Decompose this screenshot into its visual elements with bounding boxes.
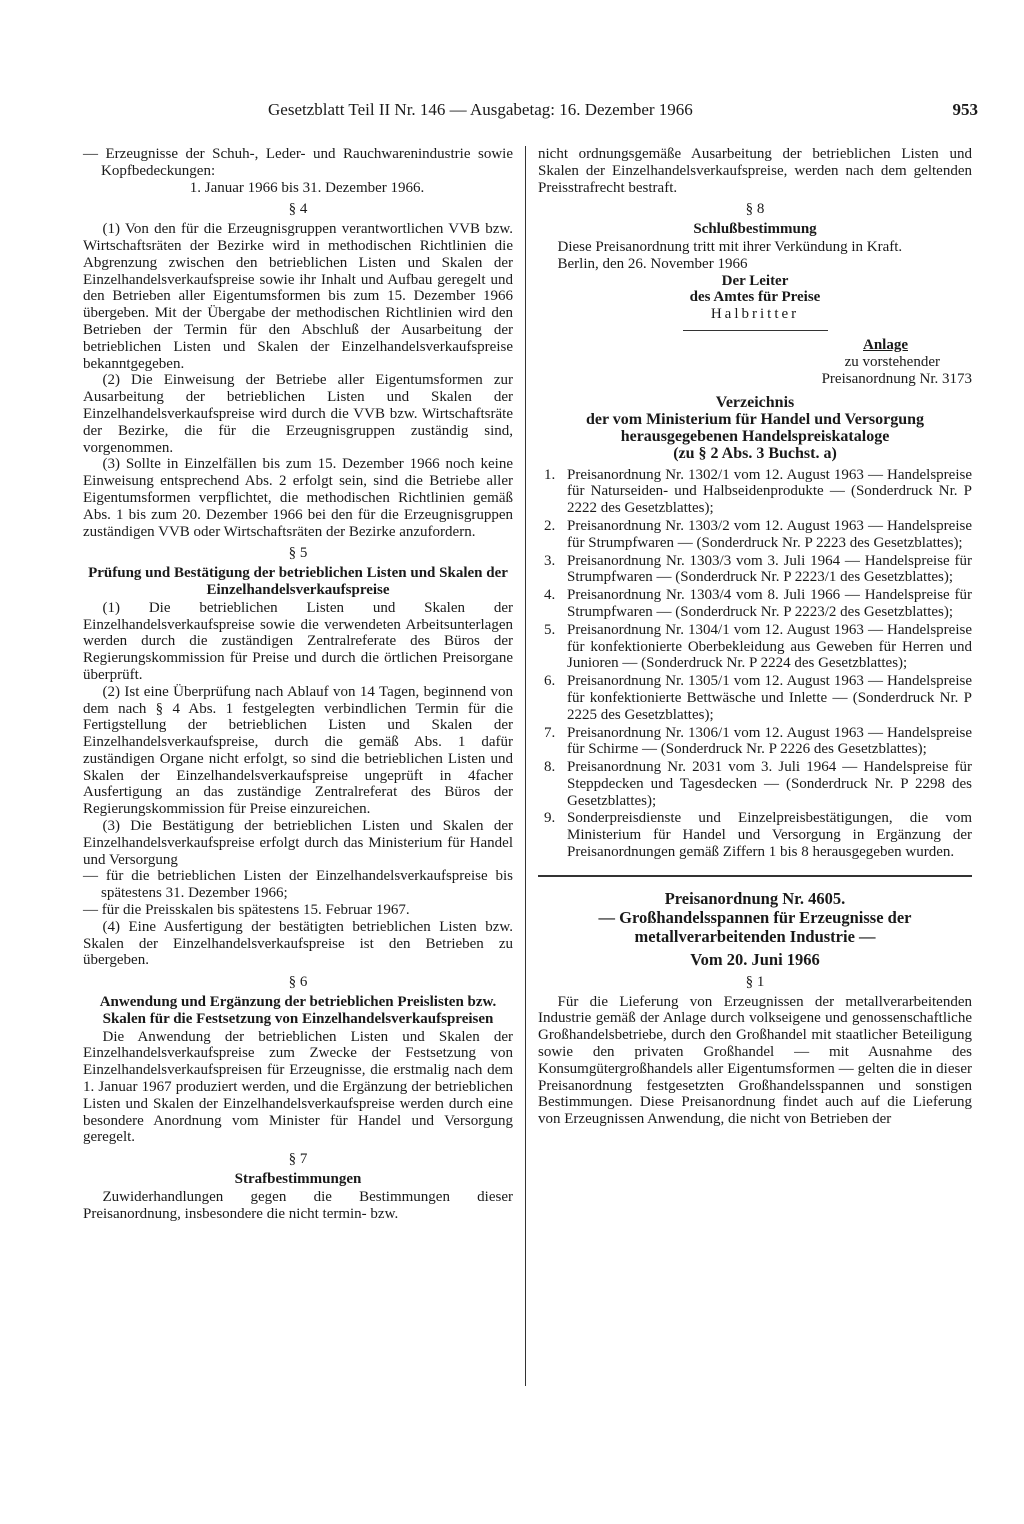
list-title-2: der vom Ministerium für Handel und Versorgung herausgegebenen Handelspreiskataloge	[585, 411, 925, 445]
section-5-dash-2: — für die Preisskalen bis spätestens 15. Februar 1967.	[83, 902, 410, 919]
list-item-text: Preisanordnung Nr. 1303/2 vom 12. August 1963 — Handelspreise für Strumpfwaren — (Sonderdruck Nr. P 2223 des Gesetzblattes);	[567, 517, 972, 551]
list-item-number: 4.	[544, 587, 556, 604]
section-4-paragraph-3: (3) Sollte in Einzelfällen bis zum 15. Dezember 1966 noch keine Einweisung entsprechend Abs. 2 erfolgt sein, sind die Betriebe aller Eigentumsformen verpflichtet, die methodischen Richtlinien gemäß Abs. 1 bis zum 20. Dezember 1966 bei den für die Erzeugnisgruppen zuständigen VVB oder Wirtschaftsräten der Bezirke anzufordern.	[83, 456, 513, 540]
list-item-number: 7.	[544, 724, 556, 741]
section-divider-rule	[538, 875, 972, 877]
section-7-sign: § 7	[288, 1151, 308, 1168]
section-5-paragraph-2: (2) Ist eine Überprüfung nach Ablauf von 14 Tagen, beginnend von dem nach § 4 Abs. 1 festgelegten verbindlichen Termin für die Fertigstellung der betrieblichen Listen und Skalen der Einzelhandelsverkaufspreise, durch die gemäß Abs. 1 dafür zuständigen Organe nicht erfolgt, so sind die betrieblichen Listen und Skalen der Einzelhandelsverkaufspreise ungeprüft in 4facher Ausfertigung an das zuständige Zentralreferat des Büros der Regierungskommission für Preise einzureichen.	[83, 683, 513, 818]
section-8-paragraph-1: Diese Preisanordnung tritt mit ihrer Verkündung in Kraft.	[557, 238, 903, 255]
list-item-number: 6.	[544, 673, 556, 690]
catalog-list-item	[538, 759, 972, 809]
list-item-text: Preisanordnung Nr. 1302/1 vom 12. August 1963 — Handelspreise für Naturseiden- und Halbseidenprodukte — (Sonderdruck Nr. P 2222 des Gesetzblattes);	[567, 466, 972, 517]
list-title-3: (zu § 2 Abs. 3 Buchst. a)	[673, 444, 837, 462]
list-item-text: Sonderpreisdienste und Einzelpreisbestätigungen, die vom Ministerium für Handel und Versorgung in Ergänzung der Preisanordnungen gemäß Ziffern 1 bis 8 herausgegeben wurden.	[567, 810, 972, 861]
signature-rule	[683, 330, 828, 331]
signature-title-1: Der Leiter	[721, 272, 789, 289]
section-5-dash-1: — für die betrieblichen Listen der Einzelhandelsverkaufspreise bis spätestens 31. Dezember 1966;	[83, 868, 513, 902]
ordinance-section-1-sign: § 1	[745, 973, 765, 990]
catalog-list-item	[538, 467, 972, 517]
list-title-1: Verzeichnis	[715, 394, 795, 412]
catalog-list-item	[538, 553, 972, 587]
section-5-heading: Prüfung und Bestätigung der betrieblichen Listen und Skalen der Einzelhandelsverkaufspreise	[88, 565, 508, 598]
list-item-text: Preisanordnung Nr. 1303/4 vom 8. Juli 1966 — Handelspreise für Strumpfwaren — (Sonderdruck Nr. P 2223/2 des Gesetzblattes);	[567, 587, 972, 620]
section-8-heading: Schlußbestimmung	[693, 221, 817, 238]
annex-reference-2: Preisanordnung Nr. 3173	[821, 370, 972, 387]
section-5-sign: § 5	[288, 545, 308, 562]
page-number: 953	[952, 100, 978, 119]
annex-reference-1: zu vorstehender	[844, 353, 940, 370]
catalog-list	[538, 467, 972, 861]
section-7-continuation: nicht ordnungsgemäße Ausarbeitung der betrieblichen Listen und Skalen der Einzelhandelsverkaufspreise, werden nach dem geltenden Preisstrafrecht bestraft.	[538, 146, 972, 196]
section-6-paragraph-1: Die Anwendung der betrieblichen Listen und Skalen der Einzelhandelsverkaufspreise zum Zwecke der Festsetzung von Einzelhandelsverkaufspreisen für Erzeugnisse, die erstmalig nach dem 1. Januar 1967 produziert werden, und die Ergänzung der betrieblichen Listen und Skalen der Einzelhandelsverkaufspreise werden durch eine besondere Anordnung vom Minister für Handel und Versorgung geregelt.	[83, 1028, 513, 1146]
ordinance-subtitle: — Großhandelsspannen für Erzeugnisse der metallverarbeitenden Industrie —	[598, 907, 912, 946]
dash-item	[83, 146, 513, 196]
catalog-list-item	[538, 673, 972, 723]
dash-item-text: — Erzeugnisse der Schuh-, Leder- und Rauchwarenindustrie sowie Kopfbedeckungen:	[83, 146, 513, 179]
list-item-number: 5.	[544, 621, 556, 638]
signature-name: Halbritter	[710, 306, 800, 323]
catalog-list-item	[538, 810, 972, 860]
list-item-number: 8.	[544, 759, 556, 776]
section-5-paragraph-1: (1) Die betrieblichen Listen und Skalen der Einzelhandelsverkaufspreise sowie die verwendeten Arbeitsunterlagen werden durch die zuständigen Zentralreferate des Büros der Regierungskommission für Preise und durch die örtlichen Preisorgane überprüft.	[83, 599, 513, 683]
header-title: Gesetzblatt Teil II Nr. 146 — Ausgabetag: 16. Dezember 1966	[268, 100, 693, 119]
catalog-list-item	[538, 725, 972, 759]
list-item-text: Preisanordnung Nr. 1305/1 vom 12. August 1963 — Handelspreise für konfektionierte Bettwäsche und Inlette — (Sonderdruck Nr. P 2225 des Gesetzblattes);	[567, 673, 972, 723]
list-item-text: Preisanordnung Nr. 1303/3 vom 3. Juli 1964 — Handelspreise für Strumpfwaren — (Sonderdruck Nr. P 2223/1 des Gesetzblattes);	[567, 552, 972, 586]
page-header	[268, 98, 978, 122]
list-item-text: Preisanordnung Nr. 2031 vom 3. Juli 1964 — Handelspreise für Steppdecken und Tagesdecken — (Sonderdruck Nr. P 2298 des Gesetzblattes);	[567, 759, 972, 809]
place-date: Berlin, den 26. November 1966	[557, 255, 748, 272]
list-item-number: 2.	[544, 517, 556, 534]
section-4-paragraph-1: (1) Von den für die Erzeugnisgruppen verantwortlichen VVB bzw. Wirtschaftsräten der Bezirke wird in methodischen Richtlinien die Abgrenzung zwischen den betrieblichen Listen und Skalen der Einzelhandelsverkaufspreise sowie ihr Inhalt und Aufbau geregelt und den Betrieben aller Eigentumsformen bis zum 15. Dezember 1966 übergeben. Mit der Übergabe der methodischen Richtlinien wird den Betrieben der Termin für den Abschluß der Ausarbeitung der betrieblichen Listen und Skalen der Einzelhandelsverkaufspreise bekanntgegeben.	[83, 221, 513, 372]
list-item-number: 3.	[544, 552, 556, 569]
catalog-list-item	[538, 587, 972, 621]
ordinance-section-1-paragraph: Für die Lieferung von Erzeugnissen der metallverarbeitenden Industrie gemäß der Anlage durch volkseigene und genossenschaftliche Großhandelsbetriebe, durch den Großhandel mit staatlicher Beteiligung sowie den privaten Großhandel — mit Ausnahme des Konsumgütergroßhandels aller Eigentumsformen — gelten die in dieser Preisanordnung festgesetzten Großhandelsspannen und sonstigen Bestimmungen. Diese Preisanordnung findet auch auf die Lieferung von Erzeugnissen Anwendung, die nicht von Betrieben der	[538, 993, 972, 1128]
annex-label: Anlage	[863, 336, 908, 353]
section-6-heading: Anwendung und Ergänzung der betrieblichen Preislisten bzw. Skalen für die Festsetzung von Einzelhandelsverkaufspreisen	[99, 994, 497, 1027]
section-5-paragraph-4: (4) Eine Ausfertigung der bestätigten betrieblichen Listen bzw. Skalen der Einzelhandelsverkaufspreise ist den Betrieben zu übergeben.	[83, 918, 513, 969]
right-column	[538, 146, 972, 1128]
list-item-text: Preisanordnung Nr. 1304/1 vom 12. August 1963 — Handelspreise für konfektionierte Oberbekleidung aus Geweben für Herren und Junioren — (Sonderdruck Nr. P 2224 des Gesetzblattes);	[567, 621, 972, 672]
section-5-paragraph-3: (3) Die Bestätigung der betrieblichen Listen und Skalen der Einzelhandelsverkaufspreise erfolgt durch das Ministerium für Handel und Versorgung	[83, 818, 513, 868]
left-column	[83, 146, 513, 1222]
list-item-number: 1.	[544, 466, 556, 483]
section-6-sign: § 6	[288, 974, 308, 991]
list-item-number: 9.	[544, 810, 556, 827]
section-7-heading: Strafbestimmungen	[234, 1171, 362, 1188]
column-divider	[525, 146, 526, 1386]
section-8-sign: § 8	[745, 201, 765, 218]
ordinance-title: Preisanordnung Nr. 4605.	[664, 888, 846, 908]
dash-item-date: 1. Januar 1966 bis 31. Dezember 1966.	[189, 179, 425, 196]
signature-title-2: des Amtes für Preise	[689, 289, 821, 306]
section-4-paragraph-2: (2) Die Einweisung der Betriebe aller Eigentumsformen zur Ausarbeitung der betrieblichen Listen und Skalen der Einzelhandelsverkaufspreise wird durch die VVB bzw. Wirtschaftsräte der Bezirke, die für die Erzeugnisgruppen zuständig sind, vorgenommen.	[83, 372, 513, 456]
section-7-paragraph-1: Zuwiderhandlungen gegen die Bestimmungen dieser Preisanordnung, insbesondere die nicht termin- bzw.	[83, 1188, 513, 1222]
section-4-sign: § 4	[288, 201, 308, 218]
list-item-text: Preisanordnung Nr. 1306/1 vom 12. August 1963 — Handelspreise für Schirme — (Sonderdruck Nr. P 2226 des Gesetzblattes);	[567, 724, 972, 758]
ordinance-date: Vom 20. Juni 1966	[690, 949, 820, 969]
catalog-list-item	[538, 518, 972, 552]
catalog-list-item	[538, 622, 972, 672]
